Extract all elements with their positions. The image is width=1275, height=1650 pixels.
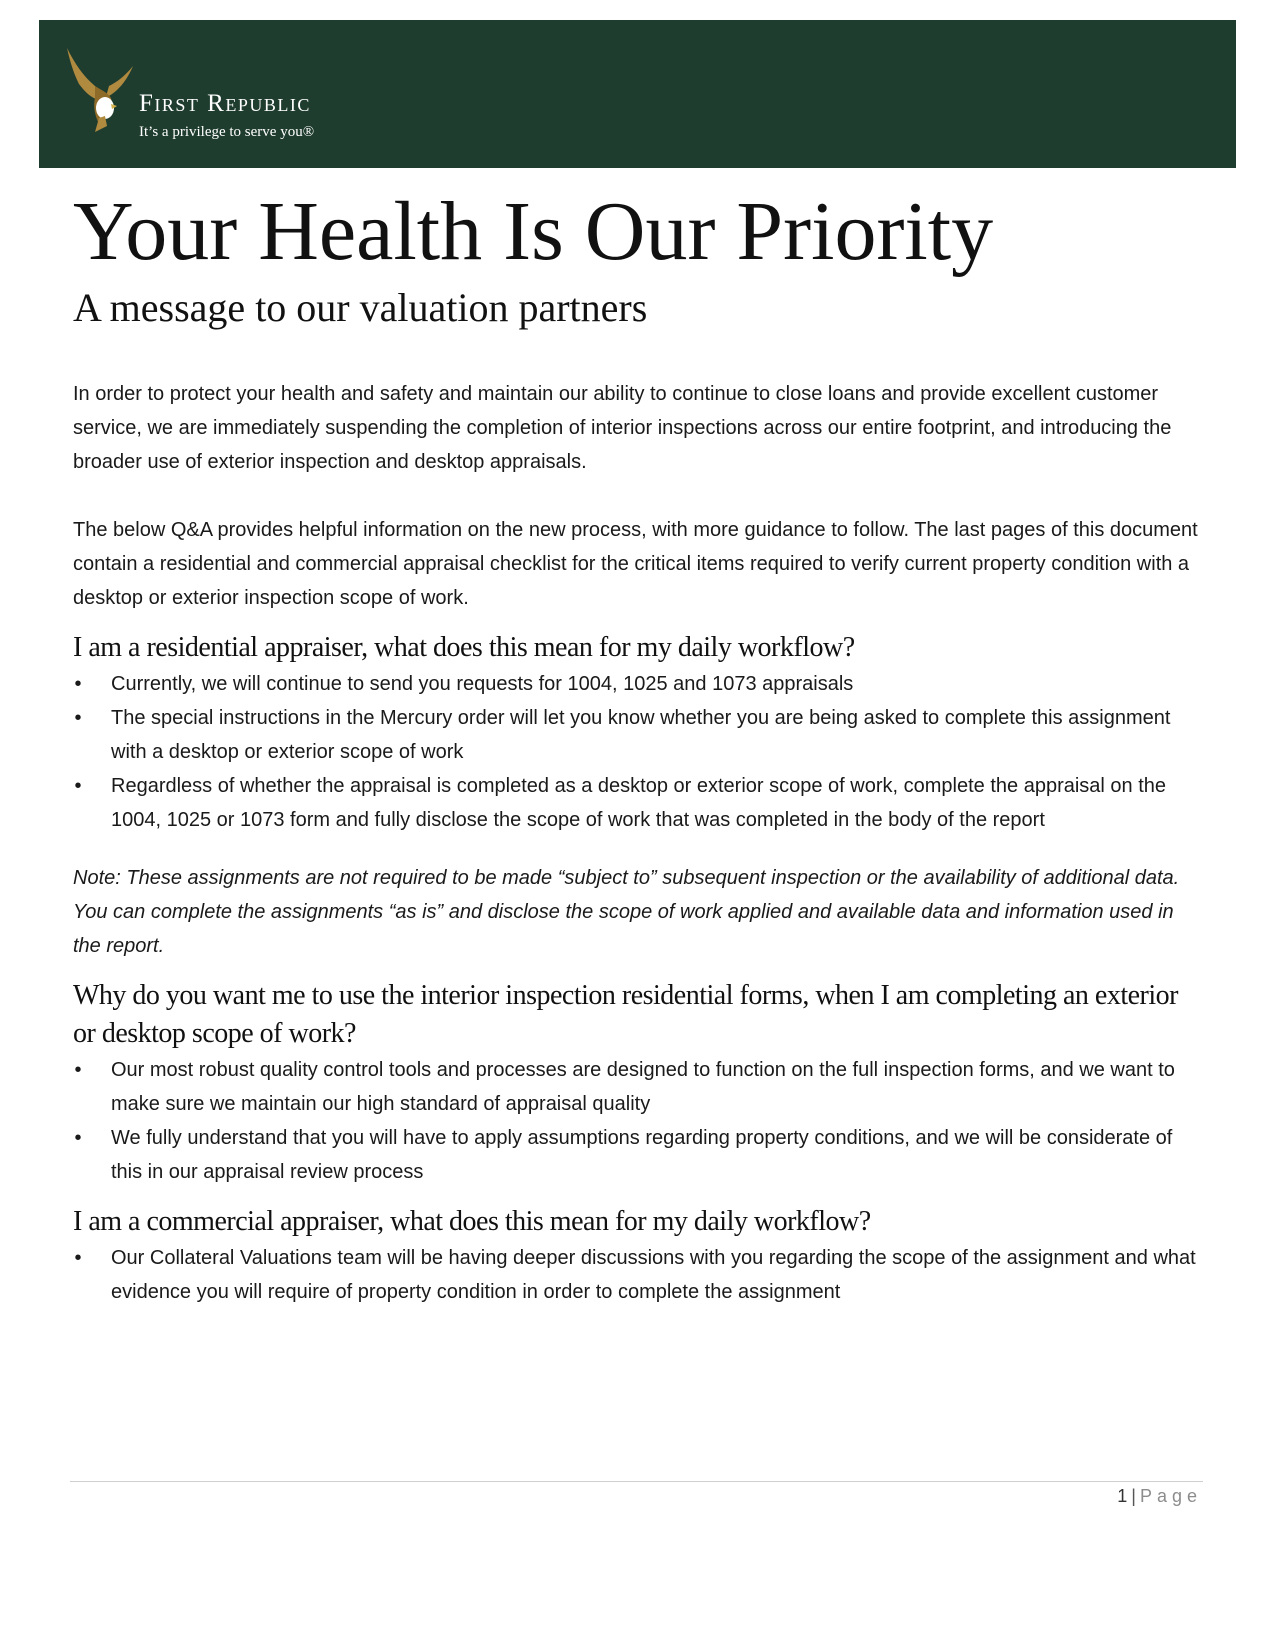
bullet-icon: • [74, 1059, 82, 1081]
eagle-icon [65, 46, 135, 138]
list-item: • Currently, we will continue to send you requests for 1004, 1025 and 1073 appraisals [73, 667, 1203, 701]
bullet-list [73, 1053, 1203, 1189]
section-heading: Why do you want me to use the interior inspection residential forms, when I am completing an exterior or desktop scope of work? [73, 980, 1178, 1049]
bullet-icon: • [74, 673, 82, 695]
footer-divider [70, 1481, 1203, 1482]
list-item: • Regardless of whether the appraisal is completed as a desktop or exterior scope of work, complete the appraisal on the 1004, 1025 or 1073 form and fully disclose the scope of work that was completed in the body of the report [73, 769, 1203, 837]
note-paragraph: Note: These assignments are not required to be made “subject to” subsequent inspection or the availability of additional data. You can complete the assignments “as is” and disclose the scope of work applied and available data and information used in the report. [73, 867, 1180, 957]
bullet-icon: • [74, 1127, 82, 1149]
list-item: • Our most robust quality control tools and processes are designed to function on the full inspection forms, and we want to make sure we maintain our high standard of appraisal quality [73, 1053, 1203, 1121]
page-title: Your Health Is Our Priority [73, 185, 994, 278]
intro-paragraph: In order to protect your health and safety and maintain our ability to continue to close loans and provide excellent customer service, we are immediately suspending the completion of interior inspections across our entire footprint, and introducing the broader use of exterior inspection and desktop appraisals. [73, 383, 1172, 473]
list-item: • The special instructions in the Mercury order will let you know whether you are being asked to complete this assignment with a desktop or exterior scope of work [73, 701, 1203, 769]
header-banner [39, 20, 1236, 168]
list-item: • Our Collateral Valuations team will be having deeper discussions with you regarding the scope of the assignment and what evidence you will require of property condition in order to complete the assignment [73, 1241, 1203, 1309]
page-subtitle: A message to our valuation partners [73, 285, 648, 330]
bullet-icon: • [74, 1247, 82, 1269]
intro-paragraph: The below Q&A provides helpful information on the new process, with more guidance to follow. The last pages of this document contain a residential and commercial appraisal checklist for the critical items required to verify current property condition with a desktop or exterior inspection scope of work. [73, 519, 1198, 609]
list-item: • We fully understand that you will have to apply assumptions regarding property conditions, and we will be considerate of this in our appraisal review process [73, 1121, 1203, 1189]
document-body [73, 377, 1203, 1309]
bullet-list [73, 1241, 1203, 1309]
page-number [1117, 1486, 1202, 1507]
section-heading: I am a commercial appraiser, what does this mean for my daily workflow? [73, 1206, 871, 1237]
section-heading: I am a residential appraiser, what does this mean for my daily workflow? [73, 632, 855, 663]
brand-tagline: It’s a privilege to serve you® [139, 124, 315, 140]
bullet-icon: • [74, 775, 82, 797]
page-label: Page [1139, 1486, 1202, 1506]
bullet-list [73, 667, 1203, 837]
page-number-separator: | [1131, 1486, 1136, 1506]
brand-name: First Republic [139, 90, 311, 117]
page-number-value: 1 [1117, 1486, 1128, 1506]
bullet-icon: • [74, 707, 82, 729]
